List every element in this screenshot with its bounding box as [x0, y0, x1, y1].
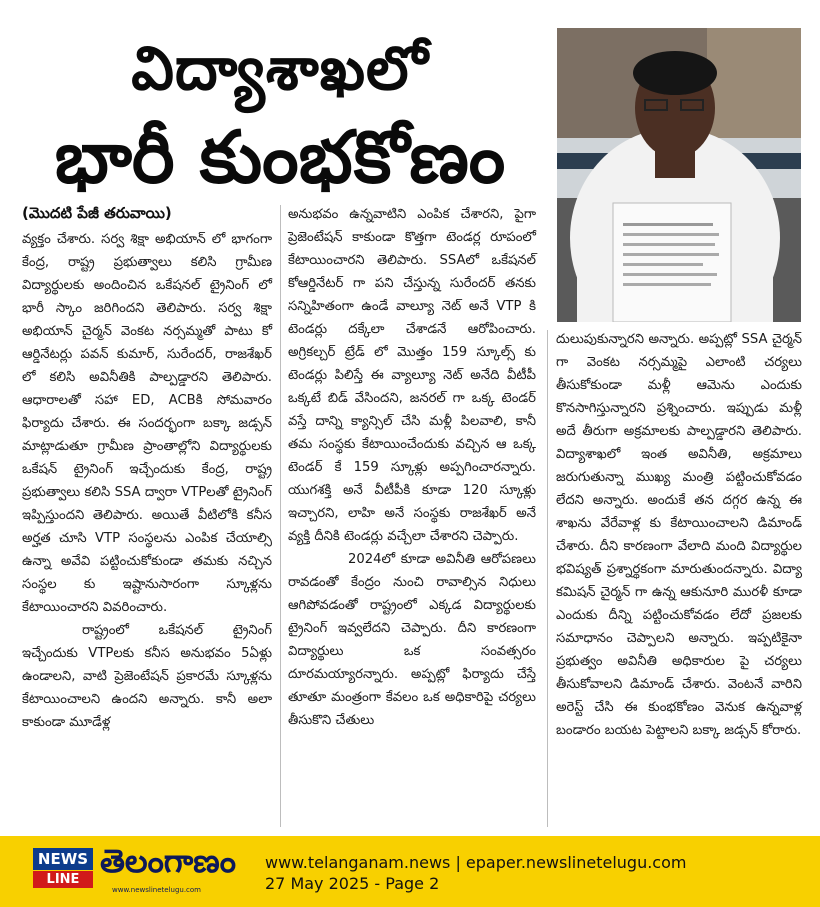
column-1-paragraph-2: రాష్ట్రంలో ఒకేషనల్ ట్రైనింగ్ ఇచ్చేందుకు VTPలకు కనీస అనుభవం 5ఏళ్లు ఉండాలని, వాటి ప్రెజెంటేషన్ ప్రకారమే స్కూళ్లను కేటాయించాలని ఉందని అన్నారు. కానీ అలా కాకుండా మూడేళ్ల	[22, 623, 272, 730]
footer-date-page: 27 May 2025 - Page 2	[265, 874, 440, 893]
column-3-paragraph-1: దులుపుకున్నారని అన్నారు. అప్పట్లో SSA చైర్మన్ గా వెంకట నర్సమ్మపై ఎలాంటి చర్యలు తీసుకోకుండా మళ్లీ ఆమెను ఎందుకు కొనసాగిస్తున్నారని ప్రశ్నించారు. ఇప్పుడు మళ్లీ అదే తీరుగా అక్రమాలకు పాల్పడ్డారని తెలిపారు. విద్యాశాఖలో ఇంత అవినీతి, అక్రమాలు జరుగుతున్నా ముఖ్య మంత్రి పట్టించుకోవడం లేదని అన్నారు. అందుకే తన దగ్గర ఉన్న ఈ శాఖను వేరేవాళ్ల కు కేటాయించాలని డిమాండ్ చేశారు. దీని కారణంగా వేలాది మంది విద్యార్థుల భవిష్యత్ ప్రశ్నార్థకంగా మారుతుందన్నారు. విద్యా కమిషన్ చైర్మన్ గా ఉన్న ఆకునూరి మురళీ కూడా ఎందుకు దీన్ని పట్టించుకోవడం లేదో ప్రజలకు సమాధానం చెప్పాలని అన్నారు. ఇప్పటికైనా ప్రభుత్వం అవినీతి అధికారుల పై చర్యలు తీసుకోవాలని డిమాండ్ చేశారు. వెంటనే వారిని అరెస్ట్ చేసి ఈ కుంభకోణం వెనుక ఉన్నవాళ్ల బండారం బయట పెట్టాలని బక్కా జడ్సన్ కోరారు.	[556, 332, 802, 738]
continued-from-page-label: (మొదటి పేజీ తరువాయి)	[22, 204, 172, 222]
man-holding-document-photo	[557, 28, 801, 322]
headline	[20, 34, 540, 200]
headline-line-2: భారీ కుంభకోణం	[54, 115, 506, 200]
column-1-paragraph-1: వ్యక్తం చేశారు. సర్వ శిక్షా అభియాన్ లో భాగంగా కేంద్ర, రాష్ట్ర ప్రభుత్వాలు కలిసి గ్రామీణ విద్యార్థులకు అందించిన ఒకేషనల్ ట్రైనింగ్ లో భారీ స్కాం జరిగిందని తెలిపారు. సర్వ శిక్షా అభియాన్ చైర్మన్ వెంకట నర్సమ్మతో పాటు కో ఆర్డినేటర్లు పవన్ కుమార్, సురేందర్, రాజశేఖర్ లో కలిసి అవినీతికి పాల్పడ్డారని తెలిపారు. ఆధారాలతో సహా ED, ACBకి సోమవారం ఫిర్యాదు చేశారు. ఈ సందర్భంగా బక్కా జడ్సన్ మాట్లాడుతూ గ్రామీణ ప్రాంతాల్లోని విద్యార్థులకు ఒకేషన్ ట్రైనింగ్ ఇచ్చేందుకు కేంద్ర, రాష్ట్ర ప్రభుత్వాలు కలిసి SSA ద్వారా VTPలతో ట్రైనింగ్ ఇప్పిస్తుందని తెలిపారు. అయితే వీటిలోకి కనీస అర్హత చూసి VTP సంస్థలను ఎంపిక చేయాల్సి ఉన్నా అవేవి పట్టించుకోకుండా తమకు నచ్చిన సంస్థల కు ఇష్టానుసారంగా స్కూళ్లను కేటాయించారని వివరించారు.	[22, 232, 272, 615]
column-divider	[280, 205, 281, 827]
telanganam-logo: తెలంగాణం	[100, 842, 236, 880]
logo-url[interactable]: www.newslinetelugu.com	[112, 886, 201, 894]
headline-line-1: విద్యాశాఖలో	[131, 34, 429, 105]
newsline-logo-bottom: LINE	[33, 871, 93, 888]
column-2-paragraph-1: అనుభవం ఉన్నవాటిని ఎంపిక చేశారని, పైగా ప్రెజెంటేషన్ కాకుండా కొత్తగా టెండర్ల రూపంలో కేటాయించారని తెలిపారు. SSAలో ఒకేషనల్ కోఆర్డినేటర్ గా పని చేస్తున్న సురేందర్ తనకు సన్నిహితంగా ఉండే వాల్యూ నెట్ అనే VTP కి టెండర్లు దక్కేలా చేశాడనే ఆరోపించారు. అగ్రికల్చర్ ట్రేడ్ లో మొత్తం 159 స్కూల్స్ కు టెండర్లు పిలిస్తే ఈ వ్యాల్యూ నెట్ అనేది వీటీపీ ఒక్కటే బిడ్ వేసిందని, జనరల్ గా ఒక్క టెండర్ వస్తే దాన్ని క్యాన్సిల్ చేసి మళ్లీ పిలవాలి, కానీ తమ సంస్థకు కేటాయించేందుకు వచ్చిన ఆ ఒక్క టెండర్ కే 159 స్కూళ్లు అప్పగించారన్నారు. యుగశక్తి అనే వీటీపీకి కూడా 120 స్కూళ్లు ఇచ్చారని, లాహి అనే సంస్థకు రాజశేఖర్ అనే వ్యక్తి దీనికి టెండర్లు వచ్చేలా చేశారని చెప్పారు.	[288, 207, 536, 544]
footer-text	[265, 852, 686, 894]
column-2-paragraph-2: 2024లో కూడా అవినీతి ఆరోపణలు రావడంతో కేంద్రం నుంచి రావాల్సిన నిధులు ఆగిపోవడంతో రాష్ట్రంలో ఎక్కడ విద్యార్థులకు ట్రైనింగ్ ఇవ్వలేదని చెప్పారు. దీని కారణంగా విద్యార్థులు ఒక సంవత్సరం దూరమయ్యారన్నారు. అప్పట్లో ఫిర్యాదు చేస్తే తూతూ మంత్రంగా కేవలం ఒక అధికారిపై చర్యలు తీసుకొని చేతులు	[288, 552, 536, 728]
article-column-3	[556, 328, 802, 742]
article-column-2	[288, 203, 536, 732]
footer-links[interactable]: www.telanganam.news | epaper.newslinetelugu.com	[265, 853, 687, 872]
newsline-logo-top: NEWS	[33, 848, 93, 870]
article-column-1	[22, 228, 272, 734]
column-divider	[547, 330, 548, 827]
